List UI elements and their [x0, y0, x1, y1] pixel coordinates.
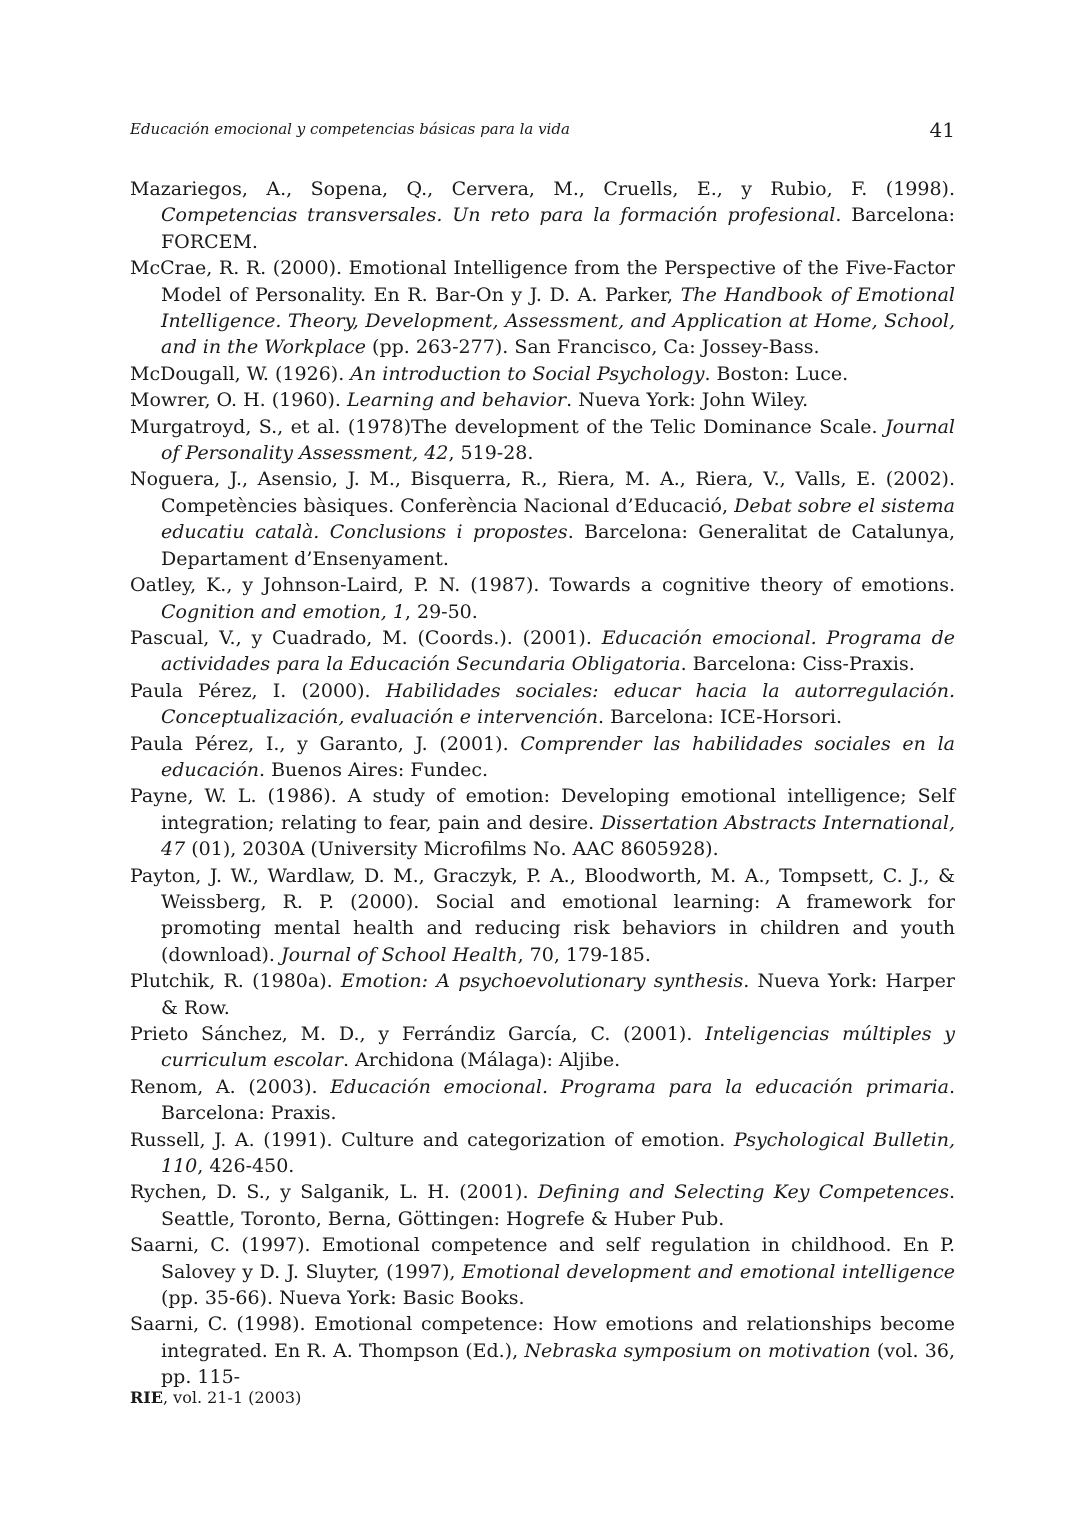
running-head [130, 118, 955, 142]
reference-text: . Seattle, Toronto, Berna, Göttingen: Hogrefe & Huber Pub. [161, 1181, 955, 1230]
reference-text: Paula Pérez, I. (2000). [130, 679, 386, 702]
reference-text: . Barcelona: FORCEM. [161, 204, 955, 253]
reference-text: (01), 2030A (University Microfilms No. AAC 8605928). [185, 838, 719, 861]
reference-text: McDougall, W. (1926). [130, 362, 351, 385]
reference-title: Learning and behavior [347, 389, 567, 412]
reference-text: McCrae, R. R. (2000). Emotional Intelligence from the Perspective of the Five-Factor Model of Personality. En R. Bar-On y J. D. A. Parker, [130, 257, 955, 306]
reference-text: Payne, W. L. (1986). A study of emotion: Developing emotional intelligence; Self integration; relating to fear, pain and desire. [130, 785, 955, 834]
reference-title: Nebraska symposium on motivation [524, 1339, 871, 1362]
reference-entry [130, 1179, 955, 1232]
reference-title: Journal of School Health [281, 943, 518, 966]
reference-entry [130, 783, 955, 862]
reference-text: Payton, J. W., Wardlaw, D. M., Graczyk, P. A., Bloodworth, M. A., Tompsett, C. J., & Weissberg, R. P. (2000). Social and emotional learning: A framework for promoting mental health and reducing risk behaviors in children and youth (download). [130, 864, 955, 966]
reference-title: Educación emocional. Programa de actividades para la Educación Secundaria Obligatoria [161, 626, 955, 676]
reference-text: Saarni, C. (1998). Emotional competence: How emotions and relationships become integrated. En R. A. Thompson (Ed.), [130, 1313, 955, 1362]
reference-text: Mowrer, O. H. (1960). [130, 389, 348, 412]
reference-entry [130, 863, 955, 969]
reference-title: The Handbook of Emotional Intelligence. Theory, Development, Assessment, and Application at Home, School, and in the Workplace [161, 283, 956, 359]
reference-entry [130, 968, 955, 1021]
reference-title: Inteligencias múltiples y curriculum escolar [161, 1023, 955, 1072]
reference-entry [130, 1074, 955, 1127]
footer-volume: , vol. 21-1 (2003) [162, 1388, 302, 1407]
reference-text: , 70, 179-185. [517, 943, 651, 966]
reference-text: Mazariegos, A., Sopena, Q., Cervera, M., Cruells, E., y Rubio, F. (1998). [130, 178, 955, 200]
reference-text: . Nueva York: Harper & Row. [161, 970, 955, 1019]
page-number: 41 [929, 118, 955, 142]
reference-text: Renom, A. (2003). [130, 1075, 331, 1098]
reference-entry [130, 1311, 955, 1390]
reference-entry [130, 1021, 955, 1074]
reference-entry [130, 361, 955, 387]
reference-text: . Nueva York: John Wiley. [566, 389, 809, 412]
reference-text: Plutchik, R. (1980a). [130, 970, 341, 993]
reference-text: Oatley, K., y Johnson-Laird, P. N. (1987). Towards a cognitive theory of emotions. [130, 574, 955, 597]
reference-text: Russell, J. A. (1991). Culture and categorization of emotion. [130, 1128, 734, 1151]
reference-text: Prieto Sánchez, M. D., y Ferrándiz García, C. (2001). [130, 1023, 706, 1045]
reference-title: Journal of Personality Assessment, 42 [161, 415, 955, 465]
reference-text: . Barcelona: ICE-Horsori. [597, 706, 843, 729]
footer [130, 1388, 301, 1407]
reference-title: Emotional development and emotional intelligence [462, 1260, 955, 1283]
reference-title: Comprender las habilidades sociales en la educación [161, 732, 956, 781]
reference-entry [130, 176, 955, 255]
reference-entry [130, 1127, 955, 1180]
reference-entry [130, 414, 955, 467]
reference-text: . Boston: Luce. [704, 362, 849, 385]
reference-text: (pp. 35-66). Nueva York: Basic Books. [161, 1287, 525, 1310]
footer-journal: RIE [130, 1388, 163, 1407]
reference-title: Defining and Selecting Key Competences [537, 1181, 949, 1204]
reference-text: . Barcelona: Generalitat de Catalunya, Departament d’Ensenyament. [161, 521, 955, 570]
reference-title: Habilidades sociales: educar hacia la autorregulación. Conceptualización, evaluación e intervención [161, 679, 956, 729]
reference-entry [130, 625, 955, 678]
reference-text: Saarni, C. (1997). Emotional competence and self regulation in childhood. En P. Salovey y D. J. Sluyter, (1997), [130, 1234, 955, 1283]
reference-text: Rychen, D. S., y Salganik, L. H. (2001). [130, 1181, 538, 1204]
reference-text: , 519-28. [448, 442, 534, 465]
reference-entry [130, 255, 955, 361]
reference-text: , 29-50. [404, 600, 478, 623]
reference-entry [130, 387, 955, 413]
reference-text: . Barcelona: Ciss-Praxis. [680, 653, 915, 676]
reference-text: . Archidona (Málaga): Aljibe. [342, 1049, 621, 1072]
reference-entry [130, 572, 955, 625]
reference-list [130, 176, 955, 1391]
reference-title: Competencias transversales. Un reto para la formación profesional [161, 204, 836, 227]
reference-title: Psychological Bulletin, 110 [161, 1128, 955, 1178]
reference-title: Emotion: A psychoevolutionary synthesis [340, 970, 744, 993]
reference-text: Pascual, V., y Cuadrado, M. (Coords.). (2001). [130, 626, 602, 649]
reference-text: Paula Pérez, I., y Garanto, J. (2001). [130, 732, 521, 755]
reference-entry [130, 678, 955, 731]
reference-title: Cognition and emotion, 1 [161, 600, 405, 623]
running-title: Educación emocional y competencias básicas para la vida [130, 120, 570, 138]
reference-text: . Buenos Aires: Fundec. [259, 758, 489, 781]
reference-text: (vol. 36, pp. 115- [161, 1339, 956, 1389]
reference-text: Murgatroyd, S., et al. (1978)The development of the Telic Dominance Scale. [130, 415, 885, 438]
reference-entry [130, 1232, 955, 1311]
reference-text: , 426-450. [197, 1155, 295, 1178]
reference-title: Dissertation Abstracts International, 47 [161, 811, 955, 861]
reference-entry [130, 731, 955, 784]
reference-entry [130, 466, 955, 572]
reference-title: Debat sobre el sistema educatiu català. Conclusions i propostes [161, 494, 955, 544]
reference-text: Noguera, J., Asensio, J. M., Bisquerra, R., Riera, M. A., Riera, V., Valls, E. (2002). Competències bàsiques. Conferència Nacional d’Educació, [130, 468, 955, 517]
reference-text: . Barcelona: Praxis. [161, 1075, 955, 1125]
reference-title: Educación emocional. Programa para la educación primaria [330, 1075, 949, 1098]
reference-title: An introduction to Social Psychology [350, 362, 705, 385]
reference-text: (pp. 263-277). San Francisco, Ca: Jossey-Bass. [366, 336, 820, 359]
